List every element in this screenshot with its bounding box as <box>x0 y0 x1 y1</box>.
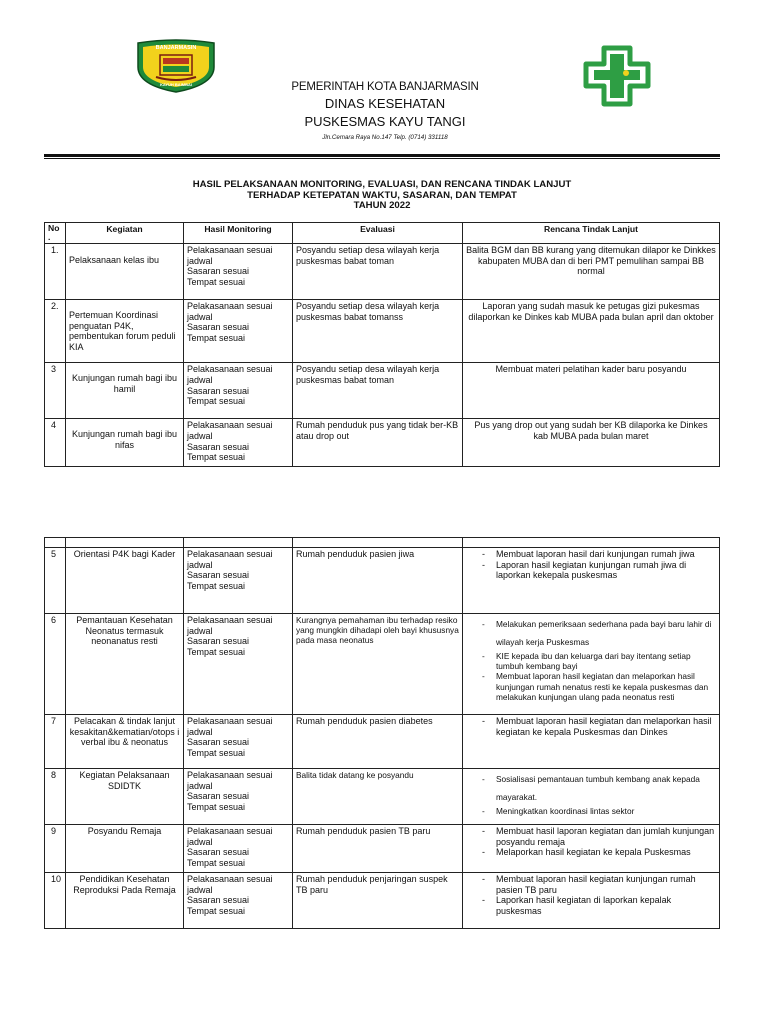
rtl-list <box>466 716 716 737</box>
row-kegiatan: Orientasi P4K bagi Kader <box>66 548 184 614</box>
row-number: 4 <box>45 419 66 467</box>
letterhead <box>270 80 500 144</box>
row-number: 3 <box>45 363 66 419</box>
table-header-row <box>45 223 720 244</box>
hasil-line: Sasaran sesuai <box>187 266 250 277</box>
hasil-line: Sasaran sesuai <box>187 791 250 802</box>
kegiatan-text: Kunjungan rumah bagi ibu hamil <box>71 373 178 394</box>
row-kegiatan: Pemantauan Kesehatan Neonatus termasuk neonanatus resti <box>66 614 184 715</box>
row-hasil-monitoring <box>184 825 293 873</box>
hasil-line: Sasaran sesuai <box>187 737 250 748</box>
header-hasil-monitoring: Hasil Monitoring <box>184 223 293 244</box>
hasil-line: Sasaran sesuai <box>187 895 250 906</box>
header-rencana-tindak-lanjut: Rencana Tindak Lanjut <box>463 223 720 244</box>
row-rencana-tindak-lanjut <box>463 614 720 715</box>
hasil-line: Tempat sesuai <box>187 801 246 812</box>
row-number: 9 <box>45 825 66 873</box>
rtl-item: - Melaporkan hasil kegiatan ke kepala Puskesmas <box>466 847 716 858</box>
row-kegiatan <box>66 244 184 300</box>
hasil-line: Sasaran sesuai <box>187 385 250 396</box>
rtl-item: - Sosialisasi pemantauan tumbuh kembang anak kepada mayarakat. <box>466 770 716 806</box>
rtl-item: - Melakukan pemeriksaan sederhana pada bayi baru lahir di wilayah kerja Puskesmas <box>466 615 716 651</box>
row-hasil-monitoring <box>184 300 293 363</box>
rtl-item: - Membuat laporan hasil kegiatan kunjungan rumah pasien TB paru <box>466 874 716 895</box>
rtl-item: - Membuat laporan hasil kegiatan dan melaporkan hasil kegiatan ke kepala Puskesmas dan Dinkes <box>466 716 716 737</box>
row-kegiatan: Posyandu Remaja <box>66 825 184 873</box>
banjarmasin-city-logo <box>132 39 220 93</box>
kegiatan-text: Pelaksanaan kelas ibu <box>69 255 160 265</box>
hasil-line: Tempat sesuai <box>187 452 246 463</box>
hasil-line: Sasaran sesuai <box>187 322 250 333</box>
row-kegiatan: Pendidikan Kesehatan Reproduksi Pada Remaja <box>66 873 184 929</box>
row-hasil-monitoring <box>184 873 293 929</box>
row-rencana-tindak-lanjut <box>463 825 720 873</box>
row-hasil-monitoring <box>184 769 293 825</box>
hasil-line: Pelakasanaan sesuai jadwal <box>187 245 273 266</box>
row-rencana-tindak-lanjut <box>463 715 720 769</box>
table-row <box>45 419 720 467</box>
rtl-item: - Laporan hasil kegiatan kunjungan rumah jiwa di laporkan kekepala puskesmas <box>466 560 716 581</box>
hasil-line: Pelakasanaan sesuai jadwal <box>187 716 273 737</box>
row-hasil-monitoring <box>184 363 293 419</box>
rtl-list <box>466 549 716 581</box>
hasil-line: Pelakasanaan sesuai jadwal <box>187 301 273 322</box>
rtl-item: - Meningkatkan koordinasi lintas sektor <box>466 806 716 816</box>
rtl-item: - KIE kepada ibu dan keluarga dari bay itentang setiap tumbuh kembang bayi <box>466 651 716 671</box>
hasil-line: Pelakasanaan sesuai jadwal <box>187 770 273 791</box>
hasil-line: Tempat sesuai <box>187 646 246 657</box>
svg-text:BANJARMASIN: BANJARMASIN <box>155 45 197 51</box>
row-evaluasi: Rumah penduduk pasien jiwa <box>293 548 463 614</box>
hasil-line: Pelakasanaan sesuai jadwal <box>187 364 273 385</box>
row-number: 8 <box>45 769 66 825</box>
government-name: PEMERINTAH KOTA BANJARMASIN <box>291 81 479 93</box>
row-kegiatan: Pelacakan & tindak lanjut kesakitan&kematian/otops i verbal ibu & neonatus <box>66 715 184 769</box>
row-evaluasi: Rumah penduduk pasien diabetes <box>293 715 463 769</box>
rtl-list <box>466 770 716 816</box>
hasil-line: Sasaran sesuai <box>187 570 250 581</box>
hasil-line: Pelakasanaan sesuai jadwal <box>187 549 273 570</box>
row-rencana-tindak-lanjut: Membuat materi pelatihan kader baru posyandu <box>463 363 720 419</box>
row-kegiatan <box>66 363 184 419</box>
rtl-list <box>466 874 716 916</box>
row-number: 6 <box>45 614 66 715</box>
row-evaluasi: Posyandu setiap desa wilayah kerja puskesmas babat toman <box>293 363 463 419</box>
hasil-line: Sasaran sesuai <box>187 847 250 858</box>
rtl-item: - Membuat laporan hasil kegiatan dan melaporkan hasil kunjungan rumah nenatus resti ke kepala puskesmas dan melakukan kunjungan ulang pada neonatus resti <box>466 671 716 702</box>
table-row <box>45 244 720 300</box>
rtl-item: - Laporkan hasil kegiatan di laporkan kepalak puskesmas <box>466 895 716 916</box>
row-number: 1. <box>45 244 66 300</box>
header-no: No . <box>45 223 66 244</box>
row-evaluasi: Balita tidak datang ke posyandu <box>293 769 463 825</box>
table-row <box>45 548 720 614</box>
row-evaluasi: Rumah penduduk pasien TB paru <box>293 825 463 873</box>
row-evaluasi: Posyandu setiap desa wilayah kerja puskesmas babat toman <box>293 244 463 300</box>
row-rencana-tindak-lanjut: Balita BGM dan BB kurang yang ditemukan dilapor ke Dinkkes kabupaten MUBA dan di beri PMT pemulihan sampai BB normal <box>463 244 720 300</box>
hasil-line: Tempat sesuai <box>187 580 246 591</box>
header-evaluasi: Evaluasi <box>293 223 463 244</box>
table-row <box>45 769 720 825</box>
hasil-line: Sasaran sesuai <box>187 636 250 647</box>
header-kegiatan: Kegiatan <box>66 223 184 244</box>
row-evaluasi: Kurangnya pemahaman ibu terhadap resiko yang mungkin dihadapi oleh bayi khususnya pada masa neonatus <box>293 614 463 715</box>
row-number: 2. <box>45 300 66 363</box>
hasil-line: Tempat sesuai <box>187 276 246 287</box>
table-row <box>45 363 720 419</box>
row-kegiatan: Kegiatan Pelaksanaan SDIDTK <box>66 769 184 825</box>
row-hasil-monitoring <box>184 614 293 715</box>
row-rencana-tindak-lanjut <box>463 548 720 614</box>
table-row <box>45 715 720 769</box>
hasil-line: Pelakasanaan sesuai jadwal <box>187 420 273 441</box>
hasil-line: Tempat sesuai <box>187 857 246 868</box>
hasil-line: Tempat sesuai <box>187 332 246 343</box>
document-title: HASIL PELAKSANAAN MONITORING, EVALUASI, DAN RENCANA TINDAK LANJUT TERHADAP KETEPATAN WAKTU, SASARAN, DAN TEMPAT TAHUN 2022 <box>192 179 572 211</box>
row-number: 7 <box>45 715 66 769</box>
row-kegiatan <box>66 419 184 467</box>
table-blank-header-row <box>45 538 720 548</box>
row-hasil-monitoring <box>184 715 293 769</box>
row-rencana-tindak-lanjut: Pus yang drop out yang sudah ber KB dilaporka ke Dinkes kab MUBA pada bulan maret <box>463 419 720 467</box>
hasil-line: Tempat sesuai <box>187 905 246 916</box>
row-rencana-tindak-lanjut <box>463 769 720 825</box>
row-number: 5 <box>45 548 66 614</box>
rtl-item: - Membuat laporan hasil dari kunjungan rumah jiwa <box>466 549 716 560</box>
hasil-line: Tempat sesuai <box>187 396 246 407</box>
row-evaluasi: Rumah penduduk pus yang tidak ber-KB atau drop out <box>293 419 463 467</box>
row-evaluasi: Posyandu setiap desa wilayah kerja puskesmas babat tomanss <box>293 300 463 363</box>
rtl-list <box>466 826 716 858</box>
rtl-list <box>466 615 716 702</box>
letterhead-divider <box>44 154 720 157</box>
row-kegiatan <box>66 300 184 363</box>
hasil-line: Tempat sesuai <box>187 747 246 758</box>
agency-name: DINAS KESEHATAN <box>324 96 446 111</box>
row-hasil-monitoring <box>184 419 293 467</box>
row-hasil-monitoring <box>184 244 293 300</box>
table-row <box>45 873 720 929</box>
health-cross-logo <box>578 40 656 110</box>
table-row <box>45 300 720 363</box>
monitoring-table-part-1 <box>44 222 720 467</box>
monitoring-table-part-2 <box>44 537 720 929</box>
hasil-line: Pelakasanaan sesuai jadwal <box>187 826 273 847</box>
letterhead-divider-thin <box>44 158 720 159</box>
hasil-line: Pelakasanaan sesuai jadwal <box>187 615 273 636</box>
row-rencana-tindak-lanjut <box>463 873 720 929</box>
hasil-line: Pelakasanaan sesuai jadwal <box>187 874 273 895</box>
address: Jln.Cemara Raya No.147 Telp. (0714) 331118 <box>322 134 448 141</box>
svg-text:KAYUH BAIMBAI: KAYUH BAIMBAI <box>159 82 193 87</box>
row-evaluasi: Rumah penduduk penjaringan suspek TB paru <box>293 873 463 929</box>
hasil-line: Sasaran sesuai <box>187 441 250 452</box>
kegiatan-text: Pertemuan Koordinasi penguatan P4K, pembentukan forum peduli KIA <box>69 310 176 352</box>
row-rencana-tindak-lanjut: Laporan yang sudah masuk ke petugas gizi pukesmas dilaporkan ke Dinkes kab MUBA pada bulan april dan oktober <box>463 300 720 363</box>
row-number: 10 <box>45 873 66 929</box>
puskesmas-name: PUSKESMAS KAYU TANGI <box>304 114 466 129</box>
row-hasil-monitoring <box>184 548 293 614</box>
rtl-item: - Membuat hasil laporan kegiatan dan jumlah kunjungan posyandu remaja <box>466 826 716 847</box>
table-row <box>45 825 720 873</box>
table-row <box>45 614 720 715</box>
kegiatan-text: Kunjungan rumah bagi ibu nifas <box>71 429 178 450</box>
